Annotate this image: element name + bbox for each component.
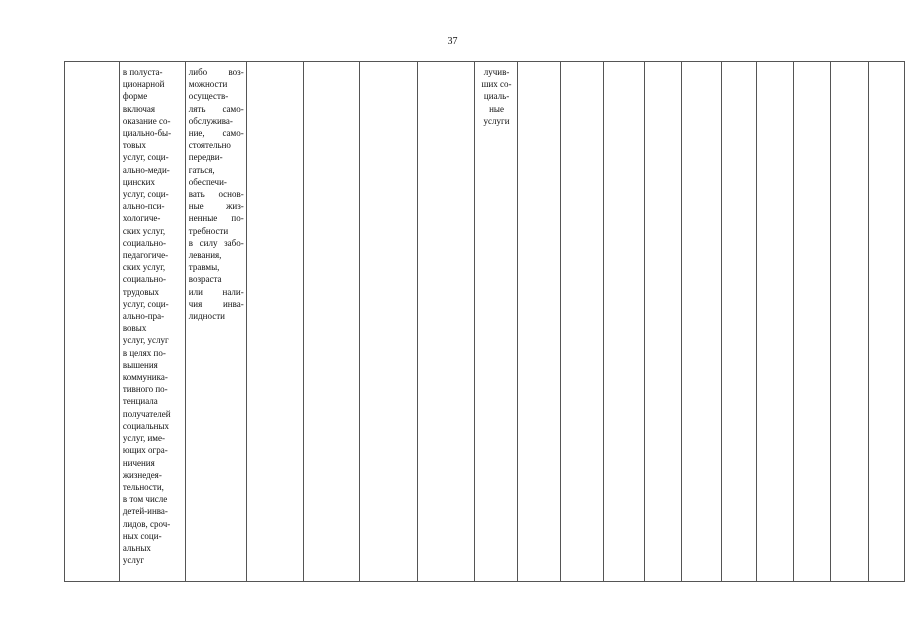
cell-text-line: тенциала (122, 396, 158, 407)
cell-text-line: коммуника- (122, 372, 168, 383)
cell-text-line: включая (122, 103, 155, 114)
cell-text-line: обеспечи- (188, 176, 227, 187)
table-cell-7 (418, 62, 475, 582)
cell-text-line: левания, (188, 250, 222, 261)
cell-text-line: услуг (122, 555, 145, 566)
cell-text-line: услуг, соци- (122, 189, 169, 200)
cell-text-line: социально- (122, 274, 166, 285)
cell-text-line: передви- (188, 152, 223, 163)
cell-text-line: услуг, име- (122, 433, 165, 444)
cell-text-line: осуществ- (188, 91, 229, 102)
document-table (64, 61, 905, 582)
cell-text-line: вовых (122, 323, 147, 334)
cell-text-line: товых (122, 140, 146, 151)
cell-text-line: детей-инва- (122, 506, 168, 517)
cell-text-line: педагогиче- (122, 250, 169, 261)
table-cell-17 (831, 62, 869, 582)
cell-text-line: в целях по- (122, 347, 166, 358)
table-cell-15 (757, 62, 794, 582)
cell-text-line: в том числе (122, 494, 168, 505)
cell-text-line: вышения (122, 359, 158, 370)
cell-text-line: циально-бы- (122, 128, 172, 139)
table-cell-9 (518, 62, 561, 582)
cell-text-line: или нали- (188, 286, 244, 297)
table-cell-5 (303, 62, 360, 582)
cell-text-line: ально-меди- (122, 164, 170, 175)
cell-text-line: услуг, соци- (122, 152, 169, 163)
cell-text-line: социально- (122, 237, 166, 248)
table-cell-13 (681, 62, 722, 582)
cell-text-line: ные (489, 103, 504, 114)
cell-text-line: стоятельно (188, 140, 231, 151)
cell-text-line: услуг, услуг (122, 335, 169, 346)
table-row (65, 62, 905, 582)
cell-text-line: ально-пра- (122, 311, 165, 322)
cell-text-line: можности (188, 79, 228, 90)
table-cell-service-description (119, 62, 185, 582)
cell-text-line: жизнедея- (122, 469, 162, 480)
table-cell-1 (65, 62, 120, 582)
table-cell-6 (360, 62, 418, 582)
cell-text-line: ских услуг, (122, 262, 166, 273)
table-cell-4 (246, 62, 303, 582)
cell-text-line: возраста (188, 274, 222, 285)
table-cell-18 (868, 62, 904, 582)
cell-text-line: в силу забо- (188, 237, 244, 248)
cell-text-line: хологиче- (122, 213, 161, 224)
cell-text-line: форме (122, 91, 148, 102)
table-cell-10 (560, 62, 603, 582)
cell-text-line: альных (122, 542, 151, 553)
cell-text-line: лидности (188, 311, 225, 322)
cell-text-line: услуг, соци- (122, 298, 169, 309)
cell-text-line: ных соци- (122, 530, 162, 541)
cell-text-line: ских услуг, (122, 225, 166, 236)
cell-text-line: тельности, (122, 481, 164, 492)
cell-text-line: лидов, сроч- (122, 518, 171, 529)
cell-text-line: лять само- (188, 103, 244, 114)
cell-text-line: ние, само- (188, 128, 244, 139)
table-cell-14 (722, 62, 757, 582)
cell-text-line: социальных (122, 420, 169, 431)
cell-text-line: требности (188, 225, 229, 236)
cell-text-line: ционарной (122, 79, 165, 90)
cell-text-line: ненные по- (188, 213, 244, 224)
cell-text-line: ших со- (481, 79, 512, 90)
table-cell-12 (644, 62, 681, 582)
cell-text-line: ющих огра- (122, 445, 168, 456)
cell-text-line: обслужива- (188, 115, 233, 126)
table-cell-recipients (475, 62, 518, 582)
cell-text-line: ничения (122, 457, 155, 468)
cell-text-line: ально-пси- (122, 201, 165, 212)
cell-text-line: ные жиз- (188, 201, 244, 212)
cell-text-line: гаться, (188, 164, 215, 175)
cell-text-line: травмы, (188, 262, 220, 273)
table-cell-11 (603, 62, 644, 582)
cell-text-line: чия инва- (188, 298, 244, 309)
cell-text-line: трудовых (122, 286, 160, 297)
cell-text-line: либо воз- (188, 67, 244, 77)
cell-text-line: лучив- (483, 67, 510, 77)
cell-text-line: вать основ- (188, 189, 244, 200)
cell-text-line: циаль- (483, 91, 510, 102)
table-cell-16 (794, 62, 831, 582)
cell-text-line: тивного по- (122, 384, 168, 395)
cell-text-line: оказание со- (122, 115, 171, 126)
cell-text-line: в полуста- (122, 67, 163, 77)
cell-text-line: получателей (122, 408, 171, 419)
cell-text-line: услуги (483, 115, 510, 126)
page-number: 37 (447, 36, 458, 47)
table-cell-condition (185, 62, 246, 582)
cell-text-line: цинских (122, 176, 155, 187)
